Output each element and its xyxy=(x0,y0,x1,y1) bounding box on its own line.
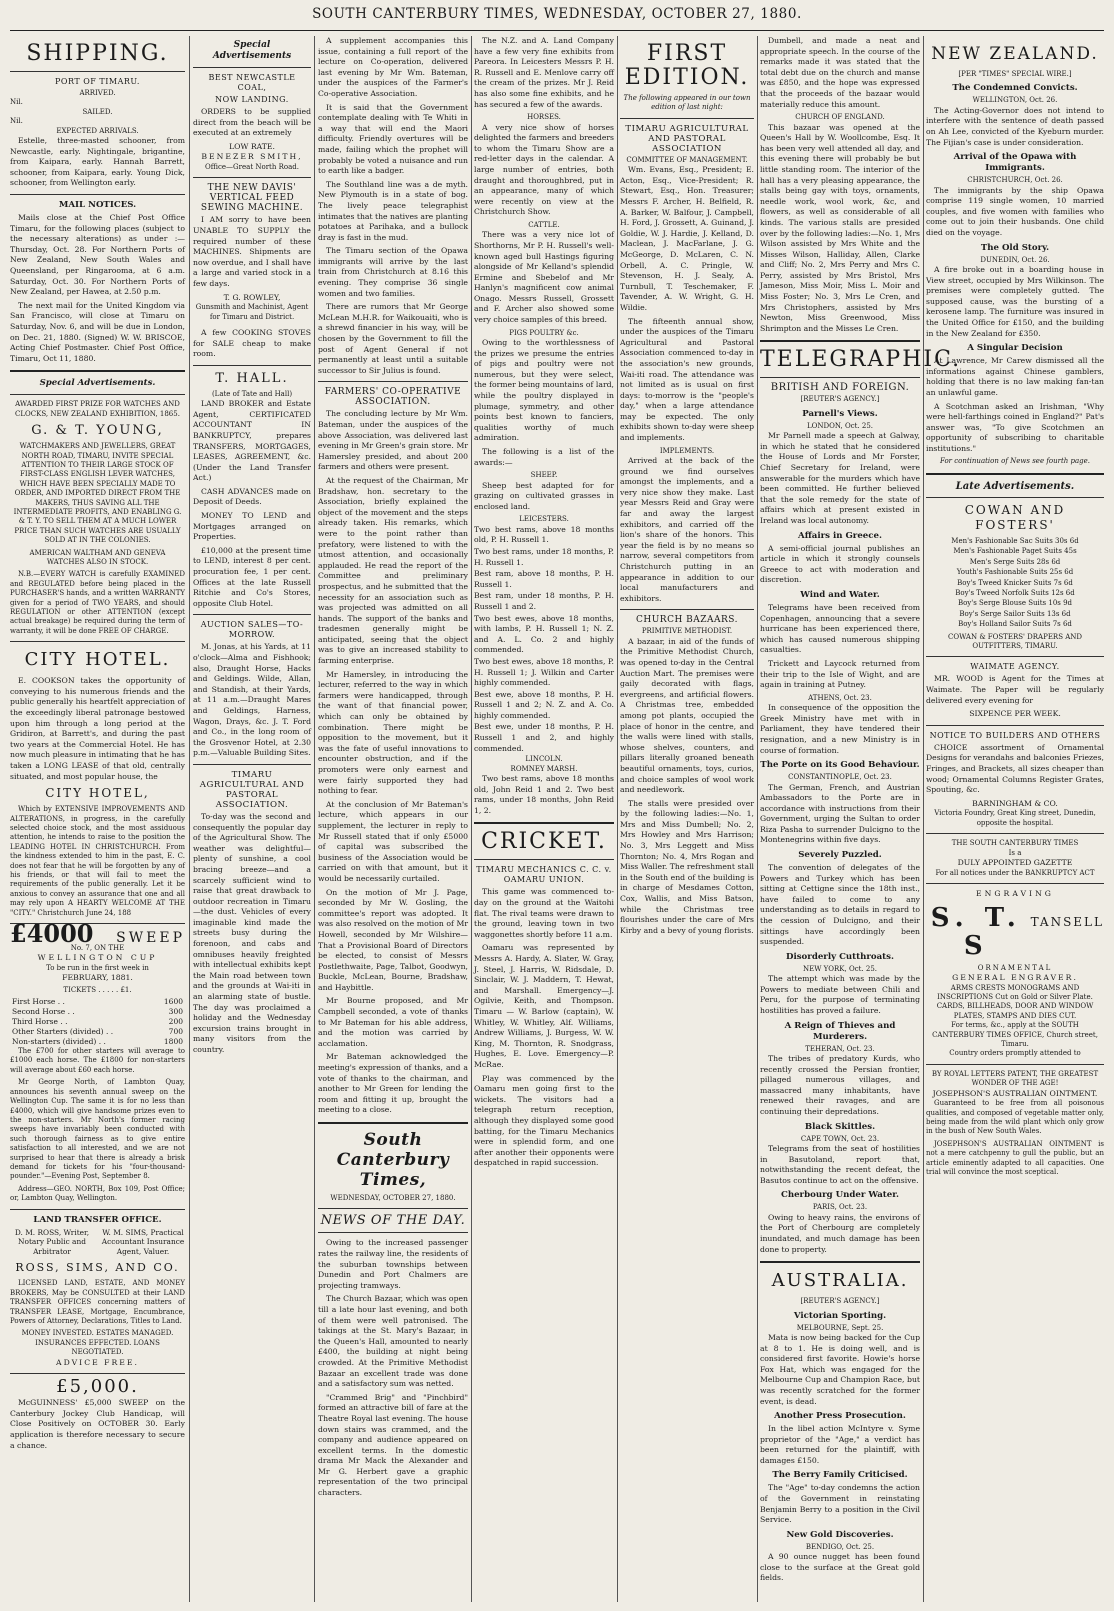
convicts-date: WELLINGTON, Oct. 26. xyxy=(972,96,1058,105)
mcguinness-text: McGUINNESS' £5,000 SWEEP on the Canterbury Jockey Club Handicap, will Close Positively on OCTOBER 30. Early application is therefore necessary to secure a chance. xyxy=(10,1398,185,1450)
cricket-text-3: Play was commenced by the Oamaru men going first to the wickets. The visitors had a telegraph return reception, although they displayed some good batting, for the Timaru Mechanics were in splendid form, and one after another their opponents were despatched in rapid succession. xyxy=(474,1073,614,1168)
list-item: Boy's Serge Blouse Suits 10s 9d xyxy=(957,599,1073,608)
special-ads-heading: Special Advertisements. xyxy=(39,378,156,389)
waimate-text: MR. WOOD is Agent for the Times at Waimate. The Paper will be regularly delivered every evening for xyxy=(926,674,1104,705)
leicesters-heading: LEICESTERS. xyxy=(519,515,569,524)
coal-office: Office—Great North Road. xyxy=(205,162,299,171)
porte-date: CONSTANTINOPLE, Oct. 23. xyxy=(788,773,892,782)
list-item: Two best rams, above 18 months old, P. H. Russell 1. xyxy=(474,524,614,545)
opawa-heading: Arrival of the Opawa with Immigrants. xyxy=(953,152,1077,174)
skittles-heading: Black Skittles. xyxy=(804,1121,876,1132)
first-edition-sub: The following appeared in our town edition of last night: xyxy=(623,94,751,112)
farmers-heading: FARMERS' CO-OPERATIVE ASSOCIATION. xyxy=(324,387,462,408)
old-story-date: DUNEDIN, Oct. 26. xyxy=(980,255,1050,264)
bazaars-text: A bazaar, in aid of the funds of the Primitive Methodist Church, was opened to-day in the Central Auction Mart. The premises were gaily decorated with flags, evergreens, and artificial flowers. A Christmas tree, embedded among pot plants, occupied the place of honor in the centre, and the walls were lined with stalls, whose shelves, counters, and pillars literally groaned beneath beautiful ornaments, toys, curios, and choice samples of wool work and needlework. xyxy=(620,636,754,795)
hall-heading: T. HALL. xyxy=(215,370,289,386)
implements-heading: IMPLEMENTS. xyxy=(659,446,715,455)
cherbourg-text: Owing to heavy rains, the environs of the Port of Cherbourg are completely inundated, and much damage has been done to property. xyxy=(760,1212,920,1254)
farmers-text-5: On the motion of Mr J. Page, seconded by Mr W. Gosling, the committee's report was adopted. It was also resolved on the motion of Mr Howell, seconded by Mr Wilshire—That a Provisional Board of Directors be elected, to consist of Messrs Postlethwaite, Page, Talbot, Goodwyn, Buckle, McLean, Bourne, Bradshaw, and Haybittle. xyxy=(318,887,468,992)
times-title: South Canterbury Times, xyxy=(336,1130,450,1190)
cutthroats-heading: Disorderly Cutthroats. xyxy=(786,951,894,962)
pigs-heading: PIGS POULTRY &c. xyxy=(509,328,579,337)
column-6 xyxy=(760,36,962,1602)
advice-text: ADVICE FREE. xyxy=(56,1357,139,1367)
josephson-heading: JOSEPHSON'S AUSTRALIAN OINTMENT. xyxy=(932,1088,1098,1098)
ross-line: MONEY INVESTED. ESTATES MANAGED. INSURANCES EFFECTED. LOANS NEGOTIATED. xyxy=(21,1329,174,1357)
expected-label: EXPECTED ARRIVALS. xyxy=(56,126,139,135)
engrave-terms: For terms, &c., apply at the SOUTH CANTERBURY TIMES OFFICE, Church street, Timaru. xyxy=(932,1021,1098,1048)
implements-text: Arrived at the back of the ground we find ourselves amongst the implements, and a very nice show they make. Last year Messrs Reid and Gray were far and away the largest exhibitors, and carried off the lion's share of the honors. This year the field is by no means so narrow, several competitors from Christchurch putting in an appearance in addition to our local manufacturers and exhibitors. xyxy=(620,456,754,603)
hall-text: LAND BROKER and Estate Agent, CERTIFICATED ACCOUNTANT IN BANKRUPTCY, prepares TRANSFERS, MORTGAGES, LEASES, AGREEMENT, &c. (Under the Land Transfer Act.) xyxy=(193,399,311,483)
builders-name: BARNINGHAM & CO. xyxy=(972,798,1058,808)
porte-heading: The Porte on its Good Behaviour. xyxy=(760,760,920,771)
young-title: G. & T. YOUNG, xyxy=(31,423,164,439)
land-heading: LAND TRANSFER OFFICE. xyxy=(33,1214,162,1225)
engrave-cards: CARDS, BILLHEADS, DOOR AND WINDOW PLATES, STAMPS AND DIES CUT. xyxy=(936,1002,1094,1020)
five-thousand: £5,000. xyxy=(56,1376,139,1398)
singular-heading: A Singular Decision xyxy=(967,343,1063,354)
sweep-text-2: Mr George North, of Lambton Quay, announces his seventh annual sweep on the Wellington Cup. The same it is for no less than £4000, which will give handsome prizes even to the non-starters. Mr North's former racing sweeps have invariably been conducted with such thorough fairness as to give entire satisfaction to all interested, and we are not surprised to hear that there is already a brisk demand for tickets for his "four-thousand-pounder."—Evening Post, September 8. xyxy=(10,1078,185,1181)
reuter-label: [REUTER'S AGENCY.] xyxy=(800,395,880,404)
mail-text-2: The next mail for the United Kingdom via San Francisco, will close at Timaru on Saturday, Nov. 6, and will be due in London, on Dec. 21, 1880. (Signed) W. W. BRISCOE, Acting Chief Postmaster. Chief Post Office, Timaru, Oct 11, 1880. xyxy=(10,300,185,363)
parnell-date: LONDON, Oct. 25. xyxy=(806,421,874,430)
news-text-3: "Crammed Brig" and "Pinchbird" formed an attractive bill of fare at the Theatre Royal last evening. The house down stairs was crammed, and the company and audience appeared on excellent terms. In the domestic drama Mr Mack the Alexander and Mr G. Herbert gave a graphic representation of the two principal characters. xyxy=(318,1392,468,1498)
cowan-heading: COWAN AND FOSTERS' xyxy=(964,502,1066,532)
news-text: Owing to the increased passenger rates the railway line, the residents of the suburban townships between Dunedin and Port Chalmers are projecting tramways. xyxy=(318,1238,468,1290)
engrave-list: ARMS CRESTS MONOGRAMS AND INSCRIPTIONS Cut on Gold or Silver Plate. xyxy=(937,983,1093,1001)
column-rule xyxy=(923,36,924,1602)
arrived-value: Nil. xyxy=(10,98,23,107)
telegraphic-heading: TELEGRAPHIC. xyxy=(760,347,962,373)
mail-heading: MAIL NOTICES. xyxy=(58,200,137,210)
wind-heading: Wind and Water. xyxy=(800,589,880,600)
josephson-text: Guaranteed to be free from all poisonous qualities, and composed of vegetable matter only, being made from the wild plant which only grow in the bush of New South Wales. xyxy=(926,1099,1104,1136)
romney-heading: ROMNEY MARSH. xyxy=(510,764,578,773)
greece-text: A semi-official journal publishes an article in which it strongly counsels Greece to act with moderation and discretion. xyxy=(760,543,920,585)
josephson-text-2: JOSEPHSON'S AUSTRALIAN OINTMENT is not a mere catchpenny to gull the public, but an article eminently adapted to all capacities. One trial will convince the most sceptical. xyxy=(926,1139,1104,1176)
engrave-country: Country orders promptly attended to xyxy=(949,1049,1081,1058)
supplement-text-3: The Southland line was a de myth. New Plymouth is in a state of bog. The lively peace telegraphist intimates that the natives are planting potatoes at Parihaka, and a bullock dray is fast in the mud. xyxy=(318,179,468,242)
cattle-text: There was a very nice lot of Shorthorns, Mr P. H. Russell's well-known aged bull Hastings figuring alongside of Mr Kelland's splendid Ermine and Sbebelof and Mr Hanlyn's magnificent cow animal Onago. Messrs Russell, Grossett and F. Archer also showed some very choice samples of this breed. xyxy=(474,230,614,325)
list-item: Boy's Holland Sailor Suits 7s 6d xyxy=(958,620,1072,629)
tickets-label: TICKETS . . . . . £1. xyxy=(63,985,132,994)
list-item: Men's Fashionable Paget Suits 45s xyxy=(953,547,1077,556)
gazette-text: THE SOUTH CANTERBURY TIMES xyxy=(951,839,1079,848)
column-2 xyxy=(193,36,311,1602)
cattle-heading: CATTLE. xyxy=(528,220,560,229)
british-heading: BRITISH AND FOREIGN. xyxy=(770,382,910,394)
agri-heading: TIMARU AGRICULTURAL AND PASTORAL ASSOCIATION. xyxy=(199,769,305,810)
convicts-text: The Acting-Governor does not intend to interfere with the sentence of death passed on Ah Lee, convicted of the Kyeburn murder. The Fijian's case is under consideration. xyxy=(926,105,1104,147)
masthead-rule xyxy=(10,30,1104,31)
stansell-initials: S. T. S xyxy=(930,902,1022,961)
column-3 xyxy=(318,36,468,1602)
stoves-text: A few COOKING STOVES for SALE cheap to make room. xyxy=(193,327,311,359)
england-text: This bazaar was opened at the Queen's Hall by W. Woollcombe, Esq. It has been very well attended all day, and this evening there will probably be but little standing room. The interior of the hall has a very pleasing appearance, the stalls being gay with toys, ornaments, needle work, wool work, &c, and flowers, as well as considerable of all kinds. The various stalls are presided over by the following ladies:—No. 1, Mrs Wilson assisted by Mrs White and the Misses Wilson, Halliday, Allen, Clarke and Cliff; No. 2, Mrs Perry and Mrs C. Perry, assisted by Mrs Bristol, Mrs Jameson, Miss Moir, Miss L. Moir and Miss Foster; No. 3, Mrs Le Cren, and Mrs Christophers, assisted by Mrs Newton, Miss Greenwood, Miss Shrimpton and the Misses Le Cren. xyxy=(760,122,920,333)
committee-heading: COMMITTEE OF MANAGEMENT. xyxy=(626,155,748,164)
nz-sub: [PER "TIMES" SPECIAL WIRE.] xyxy=(958,70,1072,78)
davis-heading: THE NEW DAVIS' VERTICAL FEED SEWING MACHINE. xyxy=(200,183,304,214)
list-item: Boy's Serge Sailor Suits 13s 6d xyxy=(959,609,1071,618)
waimate-heading: WAIMATE AGENCY. xyxy=(970,662,1060,672)
old-story-text: A fire broke out in a boarding house in View street, occupied by Mrs Wilkinson. The premises were completely gutted. The supposed cause, was the bursting of a kerosene lamp. The furniture was insured in the United Office for £150, and the building in the New Zealand for £350. xyxy=(926,264,1104,338)
agri-text: To-day was the second and consequently the popular day of the Agricultural Show. The weather was delightful—plenty of sunshine, a cool bracing breeze—and a scarcely sufficient wind to raise that great drawback to outdoor recreation in Timaru—the dust. Vehicles of every imaginable kind made the streets busy during the forenoon, and cabs and omnibuses heavily freighted with intellectual exhibits kept the Main road between town and the grounds at Wai-iti in an alarming state of bustle. The day was proclaimed a holiday and the Wednesday excursion trains brought in many visitors from the country. xyxy=(193,811,311,1054)
list-item: Boy's Tweed Knicker Suits 7s 6d xyxy=(957,578,1073,587)
first-edition-heading: FIRST EDITION. xyxy=(624,41,750,90)
table-row: Non-starters (divided) . . 1800 xyxy=(12,1037,183,1047)
coal-text: ORDERS to be supplied direct from the beach will be executed at an extremely xyxy=(193,107,311,138)
reuter-label: [REUTER'S AGENCY.] xyxy=(800,1297,880,1306)
association-heading: TIMARU AGRICULTURAL AND PASTORAL ASSOCIATION xyxy=(625,123,749,154)
opawa-date: CHRISTCHURCH, Oct. 26. xyxy=(967,176,1063,185)
farmers-text-6: Mr Bourne proposed, and Mr Campbell seconded, a vote of thanks to Mr Bateman for his able address, and the motion was carried by acclamation. xyxy=(318,996,468,1048)
primitive-heading: PRIMITIVE METHODIST. xyxy=(641,627,733,636)
porte-text: The German, French, and Austrian Ambassadors to the Porte are in accordance with instructions from their Government, urging the Sultan to order Riza Pasha to surrender Dulcigno to the Montenegrins within five days. xyxy=(760,782,920,845)
gold-heading: New Gold Discoveries. xyxy=(786,1529,894,1540)
farmers-text: The concluding lecture by Mr Wm. Bateman, under the auspices of the above Association, was delivered last evening in Mr Green's grain store. Mr Hamersley presided, and about 200 farmers and others were present. xyxy=(318,409,468,472)
engraving-heading: ENGRAVING xyxy=(976,888,1054,898)
davis-sub: Gunsmith and Machinist, Agent for Timaru and District. xyxy=(195,303,309,321)
athens-text: In consequence of the opposition the Greek Ministry have met with in Parliament, they have tendered their resignation, and a new Ministry is in course of formation. xyxy=(760,703,920,755)
england-heading: CHURCH OF ENGLAND. xyxy=(795,113,885,122)
award-text: AWARDED FIRST PRIZE FOR WATCHES AND CLOCKS, NEW ZEALAND EXHIBITION, 1865. xyxy=(15,400,180,418)
cherbourg-date: PARIS, Oct. 23. xyxy=(812,1203,868,1212)
list-item: Two best ewes, above 18 months, with lambs, P. H. Russell 1; N. Z. and A. L. Co. 2 and highly commended. xyxy=(474,613,614,655)
bazaar-continued: Dumbell, and made a neat and appropriate speech. In the course of the remarks made it was stated that the total debt due on the church and manse was £850, and the hope was expressed that the proceeds of the bazaar would materially reduce this amount. xyxy=(760,36,920,109)
special-ads-heading: Special Advertisements xyxy=(212,40,292,61)
continuation-note: For continuation of News see fourth page. xyxy=(939,457,1091,466)
cutthroats-text: The attempt which was made by the Powers to mediate between Chili and Peru, for the purpose of terminating hostilities has proved a failure. xyxy=(760,974,920,1015)
press-heading: Another Press Prosecution. xyxy=(774,1411,906,1422)
cutthroats-date: NEW YORK, Oct. 25. xyxy=(802,964,878,973)
column-5 xyxy=(620,36,754,1602)
horses-heading: HORSES. xyxy=(527,113,561,122)
gold-text: A 90 ounce nugget has been found close to the surface at the Great gold fields. xyxy=(760,1552,920,1583)
mail-text: Mails close at the Chief Post Office Timaru, for the following places (subject to the necessary alterations) as under :— Thursday, Oct. 28. For Northern Ports of New Zealand, New South Wales and Queensland, per Ringarooma, at 6 a.m. Saturday, Oct. 30. For Northern Ports of New Zealand, per Hawea, at 2.50 p.m. xyxy=(10,213,185,297)
gold-date: BENDIGO, Oct. 25. xyxy=(805,1542,875,1551)
table-row: Second Horse . . 300 xyxy=(12,1007,183,1017)
list-item: Men's Serge Suits 28s 6d xyxy=(969,557,1061,566)
sweep-amount: £4000 xyxy=(10,919,94,949)
port-heading: PORT OF TIMARU. xyxy=(55,77,140,86)
list-item: Boy's Tweed Norfolk Suits 12s 6d xyxy=(955,588,1075,597)
berry-text: The "Age" to-day condemns the action of the Government in reinstating Benjamin Berry to a position in the Civil Service. xyxy=(760,1483,920,1525)
column-1 xyxy=(10,36,185,1602)
puzzled-text: The convention of delegates of the Powers and Turkey which has been sitting at Cettigne since the 18th inst., have failed to come to any understanding as to details in regard to the cession of Dulcigno, and their sittings have accordingly been suspended. xyxy=(760,863,920,947)
awards-intro: The following is a list of the awards:— xyxy=(474,447,614,467)
singular-text: At Lawrence, Mr Carew dismissed all the informations against Chinese gamblers, holding that there is no law making fan-tan an unlawful game. xyxy=(926,356,1104,397)
land-partner-left: D. M. ROSS, Writer, Notary Public and Arbitrator xyxy=(14,1227,90,1256)
news-heading: NEWS OF THE DAY. xyxy=(320,1213,466,1229)
late-ads-heading: Late Advertisements. xyxy=(955,480,1075,492)
sixpence-text: SIXPENCE PER WEEK. xyxy=(969,709,1061,719)
sheep-heading: SHEEP. xyxy=(530,471,558,480)
builders-address: Victoria Foundry, Great King street, Dunedin, opposite the hospital. xyxy=(934,809,1096,827)
builders-text: CHOICE assortment of Ornamental Designs for verandahs and balconies Friezes, Fringes, and Brackets, all sizes cheaper than wood; Ornamental Columns Register Grates, Spouting, &c. xyxy=(926,742,1104,795)
hall-cash: CASH ADVANCES made on Deposit of Deeds. xyxy=(193,486,311,507)
sweep-address: Address—GEO. NORTH, Box 109, Post Office; or, Lambton Quay, Wellington. xyxy=(10,1184,185,1203)
convicts-heading: The Condemned Convicts. xyxy=(952,83,1078,94)
gazette-sub: For all notices under the BANKRUPTCY ACT xyxy=(935,868,1095,877)
table-row: Other Starters (divided) . . 700 xyxy=(12,1027,183,1037)
cricket-text-2: Oamaru was represented by Messrs A. Hardy, A. Slater, W. Gray, J. Steel, J. Harris, W. Ridsdale, D. Sinclair, W. J. Maddern, T. Hewat, and Marshall. Emergency—J. Ogilvie, Keith, and Thompson. Timaru — W. Barlow (captain), W. Whitley, W. Whitley, Alf. Williams, Andrew Williams, J. Burgess, W. W. King, M. Thornton, R. Snodgrass, Hughes, E. Love. Emergency—P. McRae. xyxy=(474,943,614,1069)
committee-text: Wm. Evans, Esq., President; E. Acton, Esq., Vice-President; R. Stewart, Esq., Hon. Treasurer; Messrs F. Archer, H. Belfield, R. A. Barker, W. Balfour, J. Campbell, H. Ford, J. Grossett, A. Guinand, J. Goldie, W. J. Hardie, J. Kelland, D. Maclean, J. MacFarlane, J. G. McGeorge, D. McLaren, C. N. Orbell, A. C. Pringle, W. Stevenson, H. J. Sealy, A. Turnbull, T. Teschemaker, F. Tavender, A. W. Wright, G. H. Wildie. xyxy=(620,165,754,312)
terror-text: The tribes of predatory Kurds, who recently crossed the Persian frontier, pillaged numerous villages, and massacred many inhabitants, have renewed their ravages, and are continuing their depredations. xyxy=(760,1054,920,1116)
sailed-value: Nil. xyxy=(10,117,23,126)
greece-heading: Affairs in Greece. xyxy=(798,530,882,541)
hotel-text: E. COOKSON takes the opportunity of conveying to his numerous friends and the public generally his heartfelt appreciation of the exceedingly liberal patronage bestowed upon him through a long period at the Gridiron, at Barrett's, and during the past two years at the Commercial Hotel. He has now much pleasure in intimating that he has taken a LONG LEASE of that old, centrally situated, and most popular house, the xyxy=(10,676,185,781)
stansell-name: TANSELL xyxy=(1030,914,1104,929)
land-partner-right: W. M. SIMS, Practical Accountant Insurance Agent, Valuer. xyxy=(101,1227,185,1256)
terror-heading: A Reign of Thieves and Murderers. xyxy=(784,1020,896,1042)
davis-text: I AM sorry to have been UNABLE TO SUPPLY the required number of these MACHINES. Shipments are now overdue, and I shall have a large and varied stock in a few days. xyxy=(193,215,311,288)
column-rule xyxy=(314,36,315,1602)
scotchman-text: A Scotchman asked an Irishman, "Why were hell-farthings coined in England?" Pat's answer was, "To give Scotchmen an opportunity of subscribing to charitable institutions." xyxy=(926,401,1104,453)
sailed-label: SAILED. xyxy=(82,107,113,116)
sweep-word: SWEEP xyxy=(116,930,185,947)
young-text: WATCHMAKERS AND JEWELLERS, GREAT NORTH ROAD, TIMARU, INVITE SPECIAL ATTENTION TO THEIR LARGE STOCK OF FIRST-CLASS ENGLISH LEVER WATCHES, WHICH HAVE BEEN SPECIALLY MADE TO ORDER, AND IMPORTED DIRECT FROM THE MAKERS, THUS SAVING ALL THE INTERMEDIATE PROFITS, AND ENABLING G. & T. Y. TO SELL THEM AT A MUCH LOWER PRICE THAN SUCH WATCHES ARE USUALLY SOLD AT IN THE COLONIES. xyxy=(13,442,182,545)
young-text-3: N.B.—EVERY WATCH is carefully EXAMINED and REGULATED before being placed in the PURCHASER'S hands, and a written WARRANTY given for a period of TWO YEARS, and should REGULATION or other ATTENTION (except actual breakage) be required during the term of warranty, it will be done FREE OF CHARGE. xyxy=(10,570,185,635)
pigs-text: Owing to the worthlessness of the prizes we presume the entries of pigs and poultry were not numerous, but they were select, the former being mountains of lard, while the poultry displayed in plumage, symmetry, and other points best known to fanciers, qualities worthy of much admiration. xyxy=(474,338,614,443)
press-text: In the libel action McIntyre v. Syme proprietor of the "Age," a verdict has been returned for the plaintiff, with damages £150. xyxy=(760,1424,920,1465)
builders-heading: NOTICE TO BUILDERS AND OTHERS xyxy=(929,730,1101,740)
australia-heading: AUSTRALIA. xyxy=(771,1270,909,1292)
list-item: Two best ewes, above 18 months, P. H. Russell 1; J. Wilkin and Carter highly commended. xyxy=(474,656,614,688)
news-text-2: The Church Bazaar, which was open till a late hour last evening, and both of them were well patronised. The takings at the St. Mary's Bazaar, in the Queen's Hall, amounted to nearly £400, the building at night being crowded. At the Primitive Methodist Bazaar an excellent trade was done and a satisfactory sum was netted. xyxy=(318,1294,468,1389)
column-rule xyxy=(471,36,472,1602)
exhibit-text: The N.Z. and A. Land Company have a few very fine exhibits from Pareora. In Leicesters Messrs P. H. R. Russell and E. Menlove carry off the cream of the prizes. Mr J. Reid has also some fine exhibits, and he has secured a few of the awards. xyxy=(474,36,614,109)
show-text: The fifteenth annual show, under the auspices of the Timaru Agricultural and Pastoral Association commenced to-day in the association's new grounds, Wai-iti road. The attendance was not limited as is usual on first days: to-morrow is the "people's day," when a large attendance may be expected. The only exhibits shown to-day were sheep and implements. xyxy=(620,316,754,443)
supplement-text-2: It is said that the Government contemplate dealing with Te Whiti in a way that will end the Maori difficulty. Friendly overtures will be made, failing which the prophet will probably be voted a nuisance and run to earth like a badger. xyxy=(318,102,468,176)
ross-text: LICENSED LAND, ESTATE, AND MONEY BROKERS, May be CONSULTED at their LAND TRANSFER OFFICES concerning matters of TRANSFER LEASE, Mortgage, Encumbrance, Powers of Attorney, Declarations, Titles to Land. xyxy=(10,1279,185,1325)
nz-heading: NEW ZEALAND. xyxy=(931,44,1099,64)
engraver-label: GENERAL ENGRAVER. xyxy=(952,972,1078,982)
cherbourg-heading: Cherbourg Under Water. xyxy=(781,1190,899,1201)
land-partners xyxy=(10,1228,185,1257)
hall-sub: (Late of Tate and Hall) xyxy=(211,389,293,398)
gazette-heading: DULY APPOINTED GAZETTE xyxy=(957,857,1073,867)
gazette-is: Is a xyxy=(1008,848,1022,857)
sporting-date: MELBOURNE, Sept. 25. xyxy=(796,1323,884,1332)
sweep-run: To be run in the first week in xyxy=(46,963,149,972)
masthead: SOUTH CANTERBURY TIMES, WEDNESDAY, OCTOBER 27, 1880. xyxy=(312,6,802,22)
farmers-text-4: At the conclusion of Mr Bateman's lecture, which appears in our supplement, the lecturer in reply to Mr Russell stated that if only £5000 of capital was subscribed the business of the Association would be carried on with that amount, but it would be necessarily curtailed. xyxy=(318,799,468,883)
supplement-text-4: The Timaru section of the Opawa immigrants will arrive by the last train from Christchurch at 8.16 this evening. They comprise 36 single women and two families. xyxy=(318,246,468,298)
list-item: Best ram, above 18 months, P. H. Russell 1. xyxy=(474,569,614,589)
coal-rate: LOW RATE. xyxy=(229,141,275,151)
hall-text-2: £10,000 at the present time to LEND, interest 8 per cent. procuration fee, 1 per cent. Offices at the late Russell Ritchie and Co's Stores, opposite Club Hotel. xyxy=(193,545,311,608)
puzzled-heading: Severely Puzzled. xyxy=(798,850,882,861)
parnell-heading: Parnell's Views. xyxy=(802,408,878,419)
table-row: Third Horse . . 200 xyxy=(12,1017,183,1027)
parnell-text: Mr Parnell made a speech at Galway, in which he stated that he considered the House of Lords and Mr Forster, Chief Secretary for Ireland, were answerable for the murders which have been committed. He further believed that the sole remedy for the state of affairs which at present existed in Ireland was local autonomy. xyxy=(760,431,920,525)
wind-text: Telegrams have been received from Copenhagen, announcing that a severe hurricane has been experienced there, which has caused numerous shipping casualties. xyxy=(760,602,920,655)
terror-date: TEHERAN, Oct. 23. xyxy=(805,1044,875,1053)
ross-heading: ROSS, SIMS, AND CO. xyxy=(15,1261,180,1275)
table-row: First Horse . . 1600 xyxy=(12,997,183,1007)
hotel-text-2: Which by EXTENSIVE IMPROVEMENTS AND ALTERATIONS, in progress, in the carefully selected choice stock, and the most assiduous attention, he intends to raise to the position the LEADING HOTEL IN CHRISTCHURCH. From the kindness extended to him in the past, E. C. does not fear that he will be forgotten by any of his friends, or that will fail to meet the requirements of the public generally. Let it be anxious to convey an assurance that one and all may rely upon A HEARTY WELCOME AT THE "CITY." Christchurch June 24, 188 xyxy=(10,805,185,917)
sheep-text: Sheep best adapted for for grazing on cultivated grasses in enclosed land. xyxy=(474,480,614,511)
supplement-text: A supplement accompanies this issue, containing a full report of the lecture on Co-operation, delivered last evening by Mr Wm. Bateman, under the auspices of the Farmer's Co-operative Association. xyxy=(318,36,468,98)
times-date: WEDNESDAY, OCTOBER 27, 1880. xyxy=(330,1194,456,1202)
skittles-text: Telegrams from the seat of hostilities in Basutoland, report that, notwithstanding the recent defeat, the Basutos continue to act on the offensive. xyxy=(760,1143,920,1185)
list-item: Best ram, under 18 months, P. H. Russell 1 and 2. xyxy=(474,591,614,611)
expected-text: Estelle, three-masted schooner, from Newcastle, early. Nightingale, brigantine, from Kaipara, early. Hannah Barrett, schooner, from Kaipara, early. Young Dick, schooner, from Wellington early. xyxy=(10,136,185,188)
column-7 xyxy=(926,36,1104,1602)
list-item: Best ewe, under 18 months, P. H. Russell 1 and 2, and highly commended. xyxy=(474,722,614,753)
ornamental-label: ORNAMENTAL xyxy=(977,963,1053,972)
opawa-text: The immigrants by the ship Opawa comprise 119 single women, 10 married couples, and five women with families who come out to join their husbands. One child died on the voyage. xyxy=(926,185,1104,237)
farmers-text-3: Mr Hamersley, in introducing the lecturer, referred to the way in which farmers were handicapped, through the want of that financial power, which can only be obtained by combination. There might be opposition to the movement, but it was the fate of useful innovations to encounter obstruction, and if the promoters were only earnest and were fairly supported they had nothing to fear. xyxy=(318,669,468,796)
list-item: Two best rams, under 18 months, P. H. Russell 1. xyxy=(474,546,614,567)
wind-text-2: Trickett and Laycock returned from their trip to the Isle of Wight, and are again in training at Putney. xyxy=(760,658,920,690)
old-story-heading: The Old Story. xyxy=(980,242,1050,253)
hotel-name: CITY HOTEL, xyxy=(45,786,150,801)
sweep-number: No. 7, ON THE xyxy=(70,943,125,952)
cowan-signature: COWAN & FOSTERS' DRAPERS AND OUTFITTERS, TIMARU. xyxy=(947,632,1083,650)
skittles-date: CAPE TOWN, Oct. 23. xyxy=(800,1134,880,1143)
cricket-subheading: TIMARU MECHANICS C. C. v. OAMARU UNION. xyxy=(476,865,612,885)
sweep-text: The £700 for other starters will average to £1000 each horse. The £1800 for non-starters will average about £60 each horse. xyxy=(10,1047,185,1074)
shipping-heading: SHIPPING. xyxy=(26,41,169,66)
lincoln-heading: LINCOLN. xyxy=(525,755,563,764)
patent-heading: BY ROYAL LETTERS PATENT, THE GREATEST WONDER OF THE AGE! xyxy=(931,1069,1099,1088)
farmers-text-7: Mr Bateman acknowledged the meeting's expression of thanks, and a vote of thanks to the chairman, and another to Mr Green for lending the room and fitting it up, brought the meeting to a close. xyxy=(318,1052,468,1115)
young-text-2: AMERICAN WALTHAM AND GENEVA WATCHES ALSO IN STOCK. xyxy=(29,548,166,566)
coal-heading: BEST NEWCASTLE COAL, xyxy=(208,73,296,92)
romney-text: Two best rams, above 18 months old, John Reid 1 and 2. Two best rams, under 18 months, John Reid 1, 2. xyxy=(474,774,614,815)
column-rule xyxy=(617,36,618,1602)
auction-text: M. Jonas, at his Yards, at 11 o'clock—Alma and Fishhook; also, Draught Horse, Hacks and Geldings. Wilde, Allan, and Standish, at their Yards, at 11 a.m.—Draught Mares and Geldings, Harness, Wagon, Drays, &c. J. T. Ford and Co., in the long room of the Grosvenor Hotel, at 2.30 p.m.—Valuable Building Sites. xyxy=(193,642,311,758)
hotel-heading: CITY HOTEL. xyxy=(24,649,171,671)
sporting-heading: Victorian Sporting. xyxy=(793,1310,887,1321)
sweep-date: FEBRUARY, 1881. xyxy=(62,973,133,983)
arrived-label: ARRIVED. xyxy=(79,89,116,97)
farmers-text-2: At the request of the Chairman, Mr Bradshaw, hon. secretary to the Association, briefly explained the object of the movement and the steps already taken. His remarks, which were to the point rather than prefatory, were listened to with the utmost attention, and occasionally applauded. He read the report of the Committee and preliminary prospectus, and he submitted that the necessity for an association such as was projected was admitted on all hands. The support of the banks and tradesmen generally might be anticipated, seeing that the object was to give an increased stability to farming enterprise. xyxy=(318,475,468,666)
column-4 xyxy=(474,36,614,1602)
horses-text: A very nice show of horses delighted the farmers and breeders to whom the Timaru Show are a red-letter days in the calendar. A large number of entries, both draught and thoroughbred, put in an appearance, many of which were recently on view at the Christchurch Show. xyxy=(474,122,614,217)
cricket-heading: CRICKET. xyxy=(481,829,607,855)
supplement-text-5: There are rumors that Mr George McLean M.H.R. for Waikouaiti, who is a shrewd financier in his way, will be chosen by the Government to fill the post of Agent General if not permanently at least until a suitable successor to Sir Julius is found. xyxy=(318,302,468,375)
berry-heading: The Berry Family Criticised. xyxy=(772,1470,908,1481)
coal-subheading: NOW LANDING. xyxy=(215,95,289,104)
davis-name: T. G. ROWLEY, xyxy=(223,292,281,302)
column-rule xyxy=(189,36,190,1602)
list-item: Youth's Fashionable Suits 25s 6d xyxy=(956,568,1074,577)
bazaars-text-2: The stalls were presided over by the following ladies:—No. 1, Mrs and Miss Dumbell; No. 2, Mrs Howley and Mrs Harrison; No. 3, Mrs Leggett and Miss Thornton; No. 4, Mrs Rogan and Miss Waller. The refreshment stall in the South end of the building is in charge of Mesdames Cotton, Cox, Wallis, and Miss Batson, while the Christmas tree flourishes under the care of Mrs Kirby and a bevy of young florists. xyxy=(620,798,754,935)
column-rule xyxy=(757,36,758,1602)
list-item: Men's Fashionable Sac Suits 30s 6d xyxy=(951,536,1079,545)
cricket-text: This game was commenced to-day on the ground at the Waitohi flat. The rival teams were drawn to the ground, leaving town in two waggonettes shortly before 11 a.m. xyxy=(474,887,614,939)
list-item: Best ewe, above 18 months, P. H. Russell 1 and 2; N. Z. and A. Co. highly commended. xyxy=(474,689,614,720)
sweep-prize-table xyxy=(10,997,185,1047)
hall-money: MONEY TO LEND and Mortgages arranged on Properties. xyxy=(193,511,311,542)
coal-name: BENEZER SMITH, xyxy=(201,152,303,162)
auction-heading: AUCTION SALES—TO-MORROW. xyxy=(200,620,304,640)
sweep-cup: WELLINGTON CUP xyxy=(37,953,158,963)
bazaars-heading: CHURCH BAZAARS. xyxy=(635,615,739,626)
athens-date: ATHENS, Oct. 23. xyxy=(808,693,872,702)
sporting-text: Mata is now being backed for the Cup at 8 to 1. He is doing well, and is considered first favorite. Howie's horse Fox Hat, which was engaged for the Melbourne Cup and Champion Race, but was recently scratched for the former event, is dead. xyxy=(760,1332,920,1406)
